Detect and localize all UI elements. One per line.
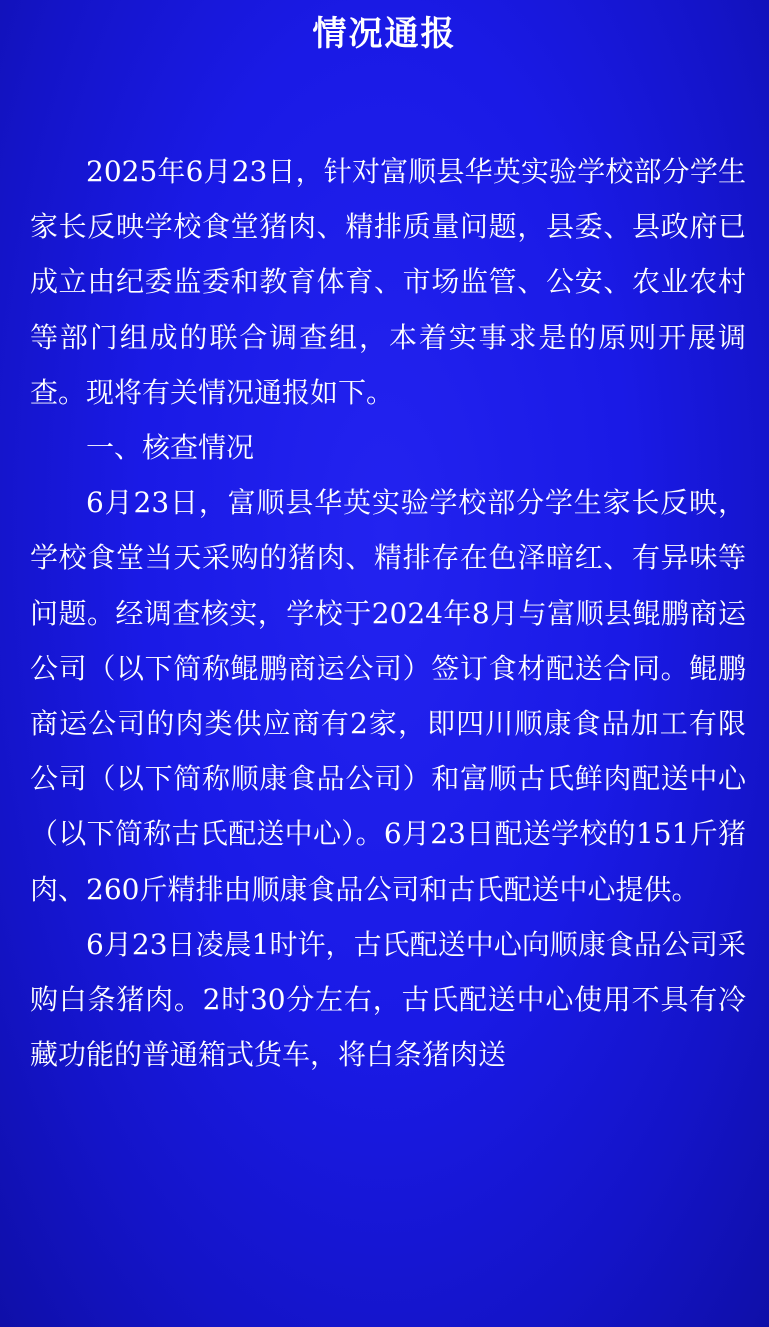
document-title: 情况通报 [312,14,457,54]
document-body [30,144,746,1082]
paragraph-intro: 2025年6月23日，针对富顺县华英实验学校部分学生家长反映学校食堂猪肉、精排质量问题，县委、县政府已成立由纪委监委和教育体育、市场监管、公安、农业农村等部门组成的联合调查组，本着实事求是的原则开展调查。现将有关情况通报如下。 [30,155,746,409]
section-heading-verification: 一、核查情况 [86,431,255,465]
paragraph-delivery-details: 6月23日凌晨1时许，古氏配送中心向顺康食品公司采购白条猪肉。2时30分左右，古氏配送中心使用不具有冷藏功能的普通箱式货车，将白条猪肉送 [30,927,746,1072]
paragraph-verification-findings: 6月23日，富顺县华英实验学校部分学生家长反映，学校食堂当天采购的猪肉、精排存在色泽暗红、有异味等问题。经调查核实，学校于2024年8月与富顺县鲲鹏商运公司（以下简称鲲鹏商运公司）签订食材配送合同。鲲鹏商运公司的肉类供应商有2家，即四川顺康食品加工有限公司（以下简称顺康食品公司）和富顺古氏鲜肉配送中心（以下简称古氏配送中心）。6月23日配送学校的151斤猪肉、260斤精排由顺康食品公司和古氏配送中心提供。 [30,486,746,906]
